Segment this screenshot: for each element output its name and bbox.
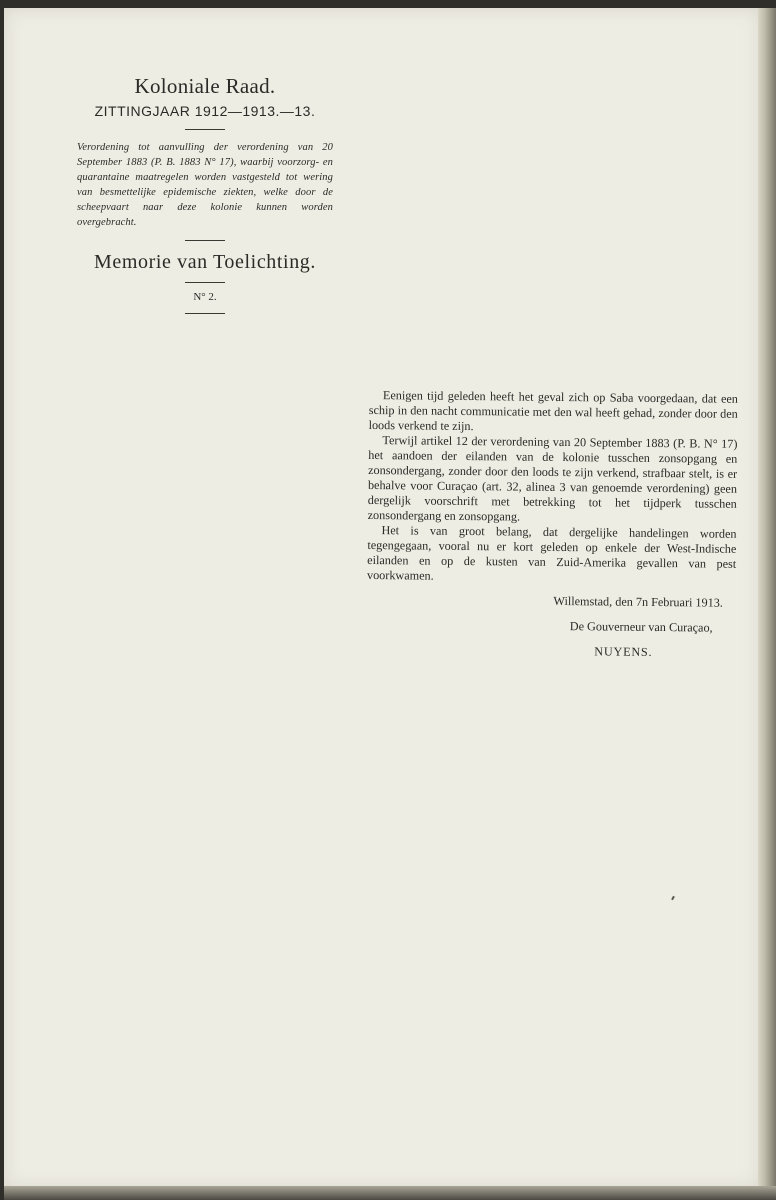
section-heading: Memorie van Toelichting. [93,251,317,273]
page-edge [758,8,776,1188]
divider [185,282,225,283]
paragraph: Terwijl artikel 12 der verordening van 20 September 1883 (P. B. N° 17) het aandoen der eilanden van de kolonie tusschen zonsopgang en zonsondergang, zonder door den loods te zijn verkend, strafbaar stelt, is er behalve voor Curaçao (art. 32, alinea 3 van genoemde verordening) geen dergelijk voorschrift met betrekking tot het tijdperk tusschen zonsondergang en zonsopgang. [367,433,738,524]
page-bottom-edge [4,1186,776,1200]
divider [185,313,225,314]
divider [185,240,225,241]
document-title: Koloniale Raad. [134,74,276,98]
governor-name: NUYENS. [594,644,653,659]
subject-text: Verordening tot aanvulling der verordening van 20 September 1883 (P. B. 1883 N° 17), waarbij voorzorg- en quarantaine maatregelen worden vastgesteld tot wering van besmettelijke epidemische ziekten, welke door de scheepvaart naar deze kolonie kunnen worden overgebracht. [77,142,333,228]
signature-block [368,592,723,671]
session-line: ZITTINGJAAR 1912—1913.—13. [94,103,316,119]
header-block [70,74,340,324]
governor-title: De Gouverneur van Curaçao, [569,619,713,635]
paragraph: Het is van groot belang, dat dergelijke handelingen worden tegengegaan, vooral nu er kort geleden op enkele der West-Indische eilanden en op de kusten van Zuid-Amerika gevallen van pest voorkwamen. [366,523,737,583]
divider [185,129,225,130]
place-date: Willemstad, den 7n Februari 1913. [553,593,723,610]
document-number: N° 2. [193,291,217,303]
body-text [367,388,738,587]
paragraph: Eenigen tijd geleden heeft het geval zich op Saba voorgedaan, dat een schip in den nacht communicatie met den wal heeft gehad, zonder door den loods verkend te zijn. [368,388,738,434]
